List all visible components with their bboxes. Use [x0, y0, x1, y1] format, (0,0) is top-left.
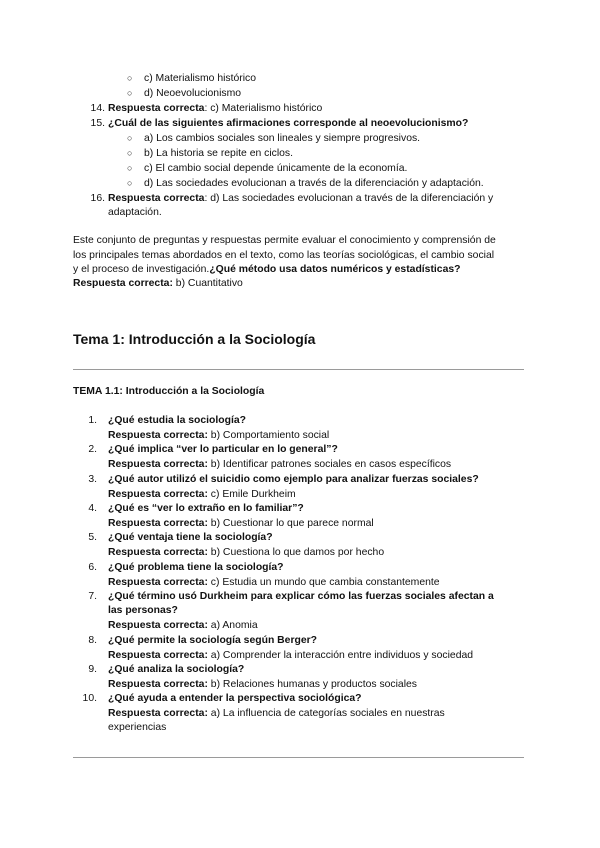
question-text: ¿Qué ventaja tiene la sociología? [108, 532, 273, 543]
answer-value: c) Estudia un mundo que cambia constantemente [207, 577, 440, 588]
answer-line [108, 457, 451, 472]
answer-value-continued: experiencias [108, 722, 167, 733]
list-number: 6. [88, 562, 97, 573]
answer-label: Respuesta correcta [108, 103, 205, 114]
question-text: ¿Qué término usó Durkheim para explicar cómo las fuerzas sociales afectan a [108, 591, 494, 602]
answer-line [108, 648, 473, 663]
list-number: 7. [88, 591, 97, 602]
question-text: ¿Qué implica “ver lo particular en lo general”? [108, 444, 338, 455]
answer-value: : c) Materialismo histórico [204, 103, 323, 114]
answer-label: Respuesta correcta: [73, 278, 173, 289]
list-number: 5. [88, 532, 97, 543]
list-number: 1. [88, 415, 97, 426]
answer-value: a) Comprender la interacción entre individuos y sociedad [207, 650, 474, 661]
question-text: ¿Qué ayuda a entender la perspectiva sociológica? [108, 693, 362, 704]
question-text: ¿Qué problema tiene la sociología? [108, 562, 284, 573]
option-text: c) El cambio social depende únicamente de la economía. [144, 163, 408, 174]
answer-value: b) Identificar patrones sociales en casos específicos [207, 459, 452, 470]
list-number: 2. [88, 444, 97, 455]
list-bullet: ○ [127, 88, 133, 98]
list-number: 9. [88, 664, 97, 675]
answer-value: b) Cuestionar lo que parece normal [207, 518, 374, 529]
list-bullet: ○ [127, 148, 133, 158]
answer-value: a) Anomia [207, 620, 258, 631]
horizontal-divider [73, 757, 524, 758]
answer-line [108, 545, 384, 560]
list-number: 10. [82, 693, 97, 704]
list-bullet: ○ [127, 163, 133, 173]
answer-label: Respuesta correcta [108, 193, 205, 204]
option-text: d) Neoevolucionismo [144, 88, 242, 99]
list-number: 4. [88, 503, 97, 514]
answer-value: c) Emile Durkheim [207, 489, 296, 500]
answer-value-continued: adaptación. [108, 207, 162, 218]
summary-line: los principales temas abordados en el texto, como las teorías sociológicas, el cambio social [73, 250, 495, 261]
answer-label: Respuesta correcta: [108, 489, 208, 500]
option-text: a) Los cambios sociales son lineales y siempre progresivos. [144, 133, 421, 144]
question-text: ¿Qué permite la sociología según Berger? [108, 635, 318, 646]
answer-label: Respuesta correcta: [108, 547, 208, 558]
answer-value: : d) Las sociedades evolucionan a través de la diferenciación y [204, 193, 494, 204]
option-text: b) La historia se repite en ciclos. [144, 148, 294, 159]
answer-value: b) Relaciones humanas y productos sociales [207, 679, 417, 690]
answer-value: b) Cuestiona lo que damos por hecho [207, 547, 385, 558]
answer-line [108, 101, 322, 116]
list-number: 14. [90, 103, 105, 114]
answer-line [108, 487, 296, 502]
answer-line [108, 618, 258, 633]
subsection-heading: TEMA 1.1: Introducción a la Sociología [73, 386, 265, 397]
list-bullet: ○ [127, 178, 133, 188]
answer-label: Respuesta correcta: [108, 708, 208, 719]
answer-label: Respuesta correcta: [108, 679, 208, 690]
answer-label: Respuesta correcta: [108, 577, 208, 588]
answer-value: b) Cuantitativo [172, 278, 243, 289]
list-number: 15. [90, 118, 105, 129]
summary-answer [73, 276, 243, 291]
answer-label: Respuesta correcta: [108, 430, 208, 441]
list-bullet: ○ [127, 73, 133, 83]
answer-label: Respuesta correcta: [108, 620, 208, 631]
summary-line: Este conjunto de preguntas y respuestas permite evaluar el conocimiento y comprensión de [73, 235, 496, 246]
option-text: d) Las sociedades evolucionan a través de la diferenciación y adaptación. [144, 178, 484, 189]
list-number: 3. [88, 474, 97, 485]
answer-line [108, 706, 445, 721]
summary-line [73, 262, 461, 277]
summary-text: y el proceso de investigación. [73, 264, 210, 275]
question-text: ¿Qué estudia la sociología? [108, 415, 246, 426]
answer-label: Respuesta correcta: [108, 518, 208, 529]
answer-label: Respuesta correcta: [108, 650, 208, 661]
question-text: ¿Qué autor utilizó el suicidio como ejemplo para analizar fuerzas sociales? [108, 474, 479, 485]
question-text-continued: las personas? [108, 605, 178, 616]
answer-label: Respuesta correcta: [108, 459, 208, 470]
list-number: 16. [90, 193, 105, 204]
answer-line [108, 516, 374, 531]
answer-line [108, 191, 493, 206]
list-bullet: ○ [127, 133, 133, 143]
answer-line [108, 428, 329, 443]
question-text: ¿Qué es “ver lo extraño en lo familiar”? [108, 503, 304, 514]
question-text: ¿Cuál de las siguientes afirmaciones corresponde al neoevolucionismo? [108, 118, 469, 129]
answer-value: b) Comportamiento social [207, 430, 330, 441]
answer-value: a) La influencia de categorías sociales en nuestras [207, 708, 445, 719]
horizontal-divider [73, 369, 524, 370]
option-text: c) Materialismo histórico [144, 73, 257, 84]
summary-question: ¿Qué método usa datos numéricos y estadísticas? [209, 264, 461, 275]
answer-line [108, 575, 440, 590]
list-number: 8. [88, 635, 97, 646]
question-text: ¿Qué analiza la sociología? [108, 664, 245, 675]
section-heading: Tema 1: Introducción a la Sociología [73, 331, 316, 347]
answer-line [108, 677, 417, 692]
